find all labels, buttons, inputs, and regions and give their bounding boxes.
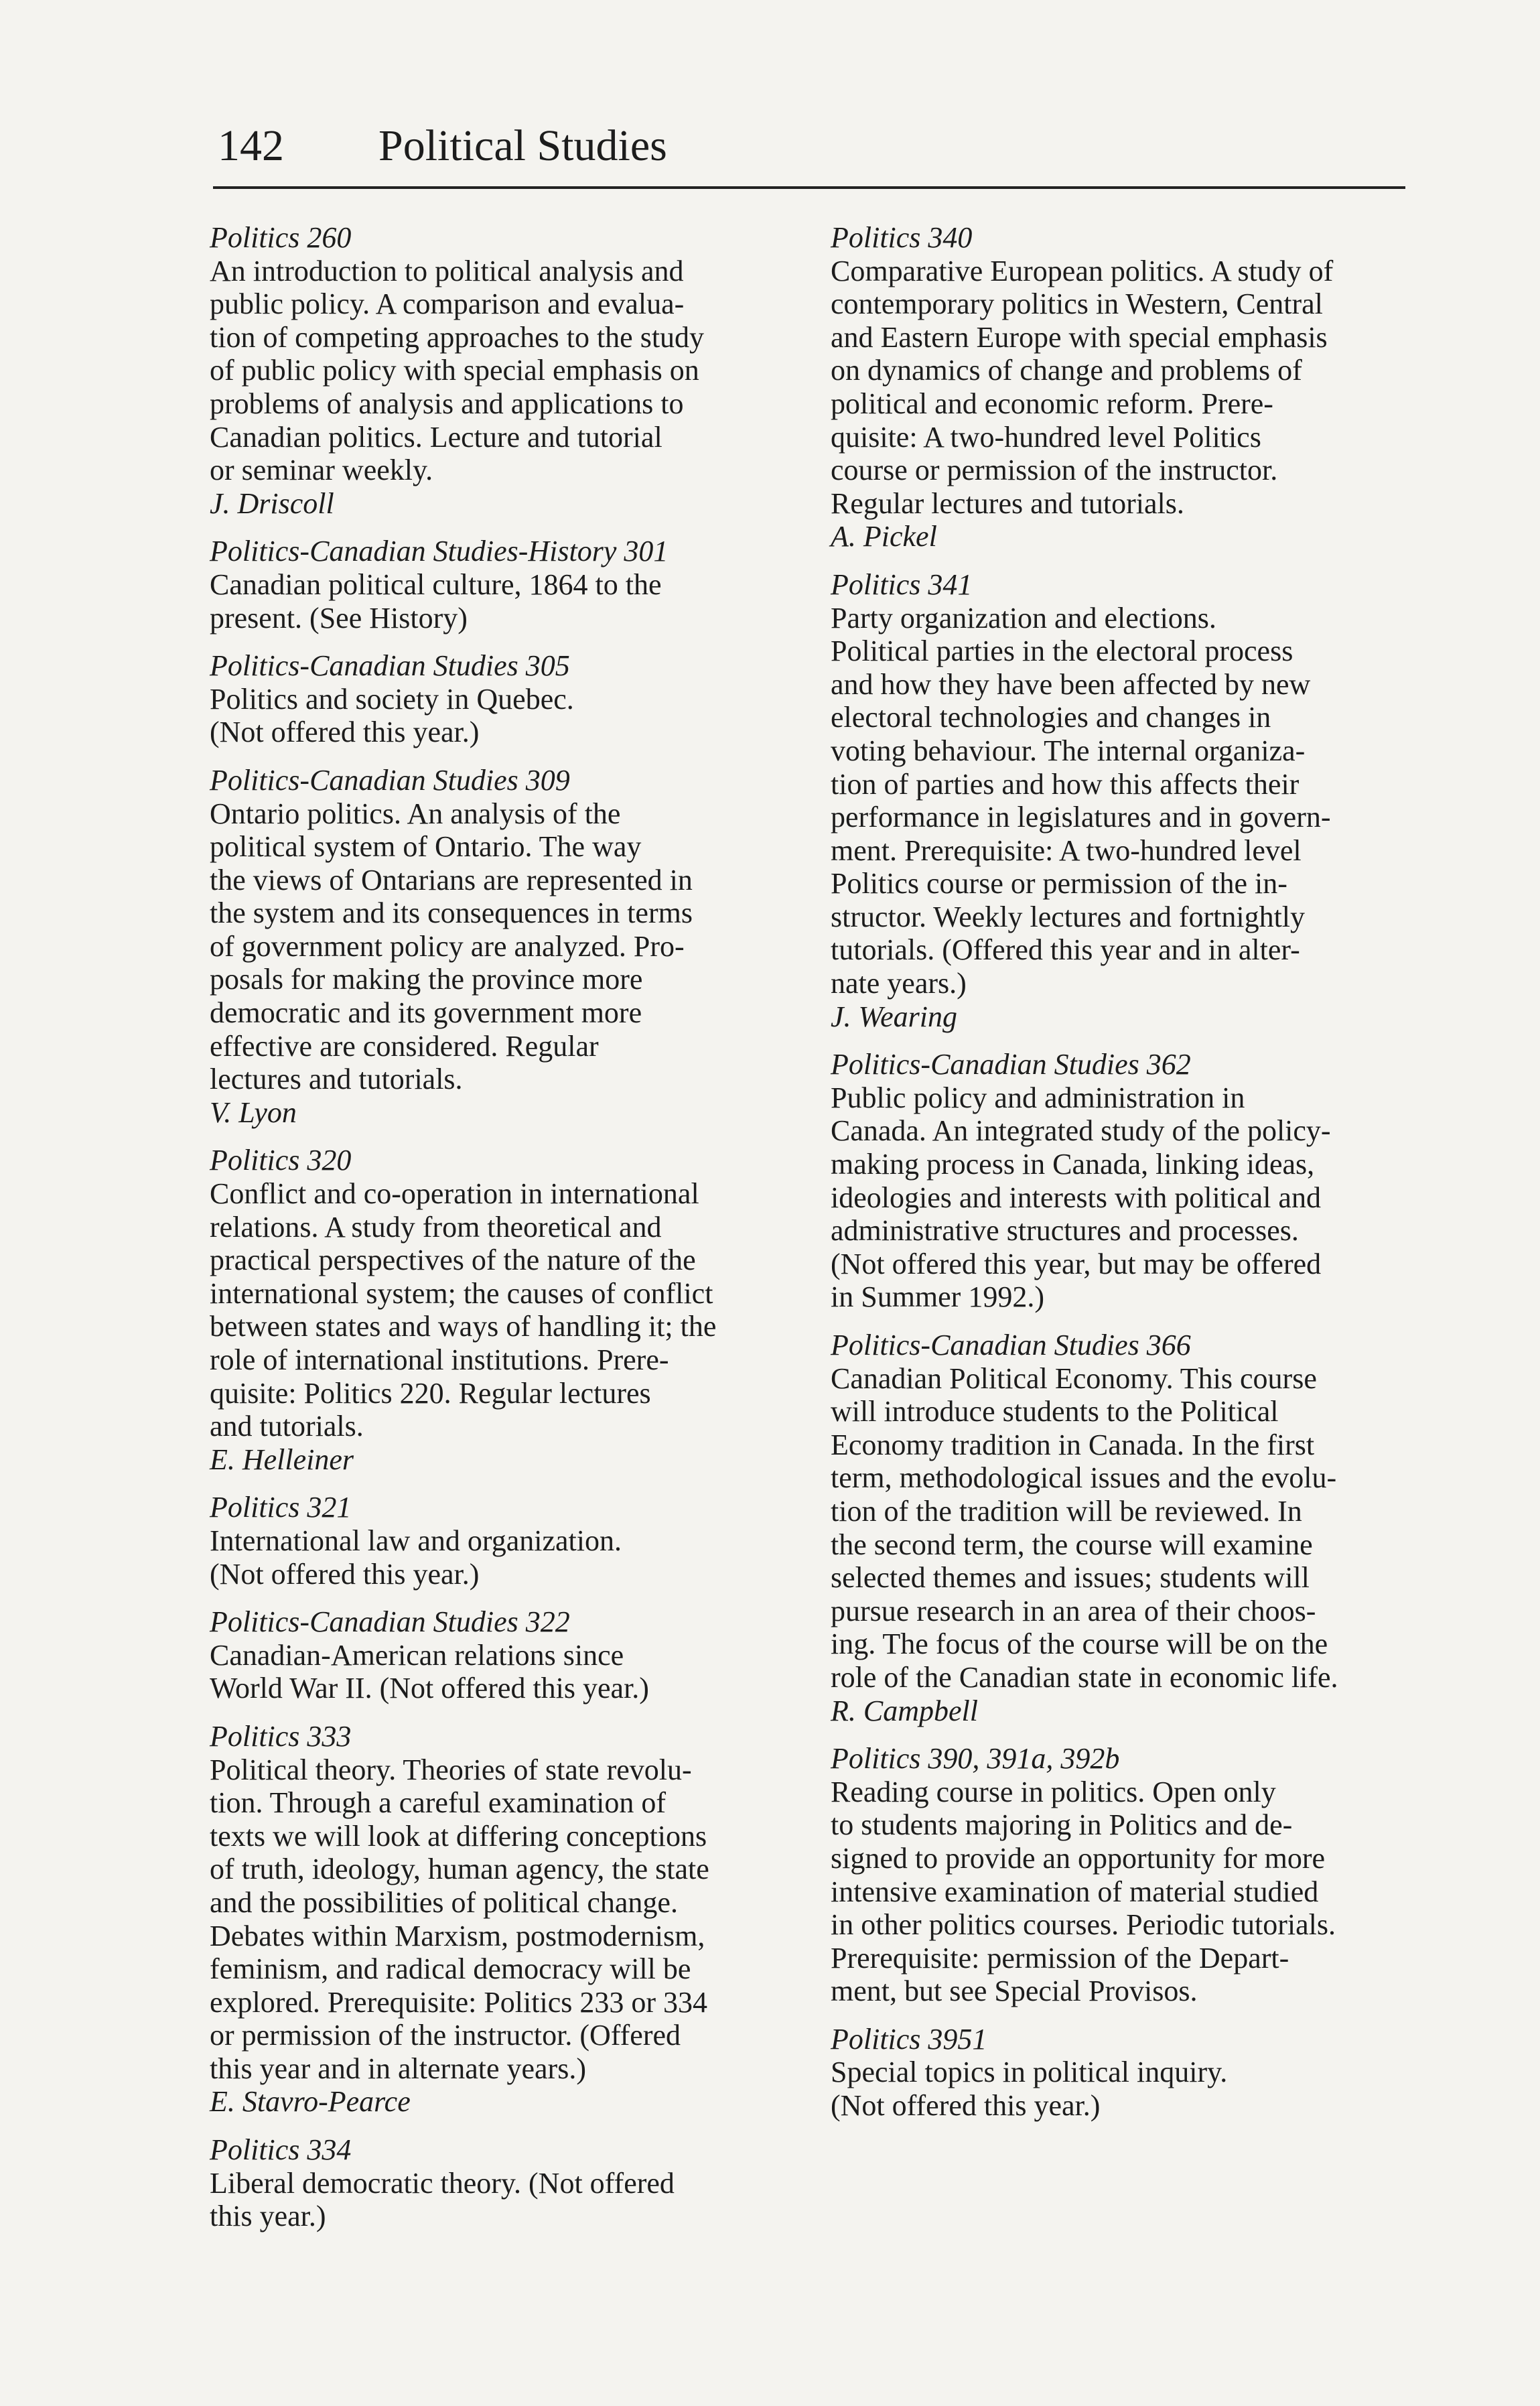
course-instructor: E. Stavro-Pearce [210, 2085, 411, 2119]
course-title: Politics-Canadian Studies 309 [210, 763, 570, 797]
course-entry [831, 2023, 1420, 2123]
course-title: Politics 340 [831, 221, 973, 254]
course-title: Politics 333 [210, 1719, 352, 1753]
course-instructor: J. Wearing [831, 1000, 958, 1033]
course-description: Conflict and co-operation in international relations. A study from theoretical and practical perspectives of the nature of the international system; the causes of conflict between states and ways of handling it; the role of international institutions. Prere- quisite: Politics 220. Regular lectures and tutorials. [210, 1177, 717, 1443]
course-title: Politics-Canadian Studies 362 [831, 1048, 1191, 1081]
right-column [831, 221, 1420, 2137]
course-title: Politics 390, 391a, 392b [831, 1742, 1120, 1776]
course-entry [210, 1605, 799, 1705]
course-description: Special topics in political inquiry. (Not offered this year.) [831, 2056, 1228, 2123]
course-entry [210, 2133, 799, 2233]
course-entry [210, 649, 799, 749]
section-title: Political Studies [378, 121, 667, 170]
course-description: Canadian political culture, 1864 to the present. (See History) [210, 567, 662, 634]
course-entry [210, 1144, 799, 1476]
course-title: Politics 334 [210, 2133, 352, 2167]
course-title: Politics-Canadian Studies-History 301 [210, 535, 669, 568]
course-entry [831, 221, 1420, 553]
course-title: Politics-Canadian Studies 366 [831, 1329, 1191, 1361]
course-entry [831, 568, 1420, 1033]
course-description: International law and organization. (Not offered this year.) [210, 1524, 622, 1591]
left-column [210, 221, 799, 2248]
course-instructor: A. Pickel [831, 520, 937, 553]
course-entry [831, 1329, 1420, 1727]
course-description: Ontario politics. An analysis of the political system of Ontario. The way the views of Ontarians are represented in the system and its consequences in terms of government policy are analyzed. Pro- posals for making the province more democratic and its government more effective are considered. Regular lectures and tutorials. [210, 797, 693, 1096]
course-entry [831, 1048, 1420, 1314]
header-rule [213, 186, 1405, 189]
course-instructor: R. Campbell [831, 1694, 978, 1727]
course-title: Politics 320 [210, 1144, 352, 1177]
course-entry [210, 221, 799, 520]
course-description: Public policy and administration in Canada. An integrated study of the policy- making process in Canada, linking ideas, ideologies and interests with political and administrative structures and processes. (Not offered this year, but may be offered in Summer 1992.) [831, 1081, 1331, 1314]
course-entry [210, 535, 799, 634]
course-description: Political theory. Theories of state revolu- tion. Through a careful examination of texts we will look at differing conceptions of truth, ideology, human agency, the state and the possibilities of political change. Debates within Marxism, postmodernism, feminism, and radical democracy will be explored. Prerequisite: Politics 233 or 334 or permission of the instructor. (Offered this year and in alternate years.) [210, 1753, 709, 2085]
course-description: Politics and society in Quebec. (Not offered this year.) [210, 682, 574, 749]
course-description: Liberal democratic theory. (Not offered this year.) [210, 2166, 675, 2233]
course-description: An introduction to political analysis and public policy. A comparison and evalua- tion of competing approaches to the study of public policy with special emphasis on problems of analysis and applications to Canadian politics. Lecture and tutorial or seminar weekly. [210, 254, 705, 487]
course-entry [210, 1720, 799, 2119]
page-number: 142 [218, 121, 284, 170]
course-instructor: J. Driscoll [210, 486, 334, 520]
course-title: Politics-Canadian Studies 305 [210, 649, 570, 683]
course-title: Politics-Canadian Studies 322 [210, 1605, 570, 1639]
course-instructor: V. Lyon [210, 1095, 297, 1129]
course-entry [210, 764, 799, 1130]
course-description: Canadian-American relations since World War II. (Not offered this year.) [210, 1638, 649, 1705]
course-instructor: E. Helleiner [210, 1443, 354, 1476]
page-header [218, 113, 1403, 186]
course-title: Politics 341 [831, 567, 973, 601]
course-description: Reading course in politics. Open only to students majoring in Politics and de- signed to provide an opportunity for more intensive examination of material studied in other politics courses. Periodic tutorials. Prerequisite: permission of the Depart- ment, but see Special Provisos. [831, 1775, 1336, 2008]
course-title: Politics 321 [210, 1491, 352, 1524]
course-description: Comparative European politics. A study of contemporary politics in Western, Central and Eastern Europe with special emphasis on dynamics of change and problems of political and economic reform. Prere- quisite: A two-hundred level Politics course or permission of the instructor. Regular lectures and tutorials. [831, 254, 1334, 520]
course-description: Canadian Political Economy. This course will introduce students to the Political Economy tradition in Canada. In the first term, methodological issues and the evolu- tion of the tradition will be reviewed. In the second term, the course will examine selected themes and issues; students will pursue research in an area of their choos- ing. The focus of the course will be on the role of the Canadian state in economic life. [831, 1361, 1338, 1694]
course-title: Politics 260 [210, 221, 352, 254]
course-entry [831, 1742, 1420, 2008]
course-title: Politics 3951 [831, 2022, 987, 2056]
course-entry [210, 1491, 799, 1591]
course-description: Party organization and elections. Political parties in the electoral process and how they have been affected by new electoral technologies and changes in voting behaviour. The internal organiza- tion of parties and how this affects their performance in legislatures and in govern- ment. Prerequisite: A two-hundred level Politics course or permission of the in- structor. Weekly lectures and fortnightly tutorials. (Offered this year and in alter- nate years.) [831, 601, 1331, 1000]
